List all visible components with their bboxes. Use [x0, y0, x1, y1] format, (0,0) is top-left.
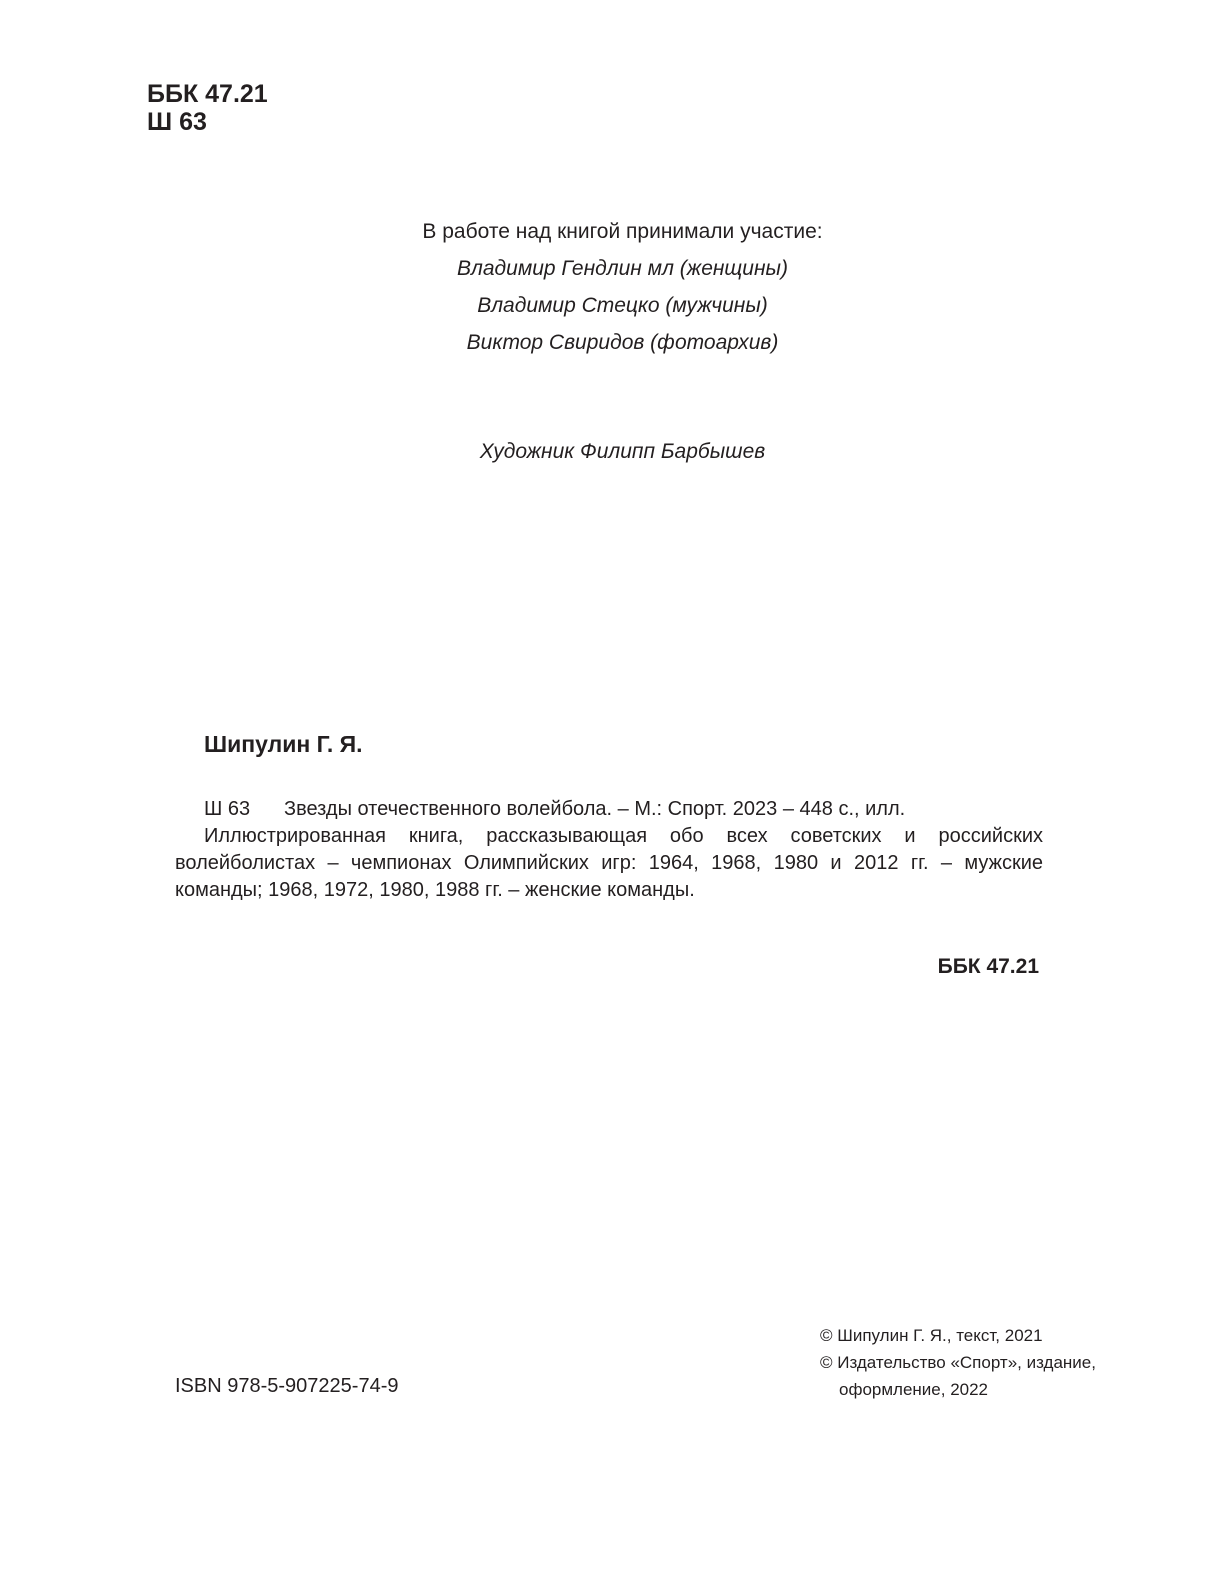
title-text: Звезды отечественного волейбола. – М.: Спорт. 2023 – 448 с., илл.	[284, 798, 906, 820]
author-mark: Ш 63	[204, 798, 251, 820]
copyright-publisher: © Издательство «Спорт», издание,	[820, 1353, 1096, 1372]
title-line	[175, 796, 1043, 823]
author-mark: Ш 63	[147, 108, 207, 136]
copyright-publisher-cont: оформление, 2022	[839, 1380, 989, 1399]
bbk-index-bottom: ББК 47.21	[937, 955, 1039, 978]
contributors-block	[0, 214, 1211, 361]
isbn: ISBN 978-5-907225-74-9	[175, 1375, 399, 1397]
contributors-intro: В работе над книгой принимали участие:	[422, 220, 823, 243]
bbk-index-top	[147, 80, 268, 136]
bbk-code: ББК 47.21	[147, 80, 268, 108]
author-name: Шипулин Г. Я.	[204, 731, 363, 757]
annotation: Иллюстрированная книга, рассказывающая обо всех советских и российских волейболистах – чемпионах Олимпийских игр: 1964, 1968, 1980 и 2012 гг. – мужские команды; 1968, 1972, 1980, 1988 гг. – женские команды.	[175, 825, 1043, 901]
contributor-line: Владимир Стецко (мужчины)	[477, 294, 768, 317]
copyright-block	[820, 1322, 1096, 1403]
contributor-line: Владимир Гендлин мл (женщины)	[457, 257, 788, 280]
artist-credit: Художник Филипп Барбышев	[479, 440, 766, 463]
bibliographic-description	[175, 796, 1043, 904]
contributor-line: Виктор Свиридов (фотоархив)	[466, 331, 779, 354]
copyright-author: © Шипулин Г. Я., текст, 2021	[820, 1326, 1043, 1345]
